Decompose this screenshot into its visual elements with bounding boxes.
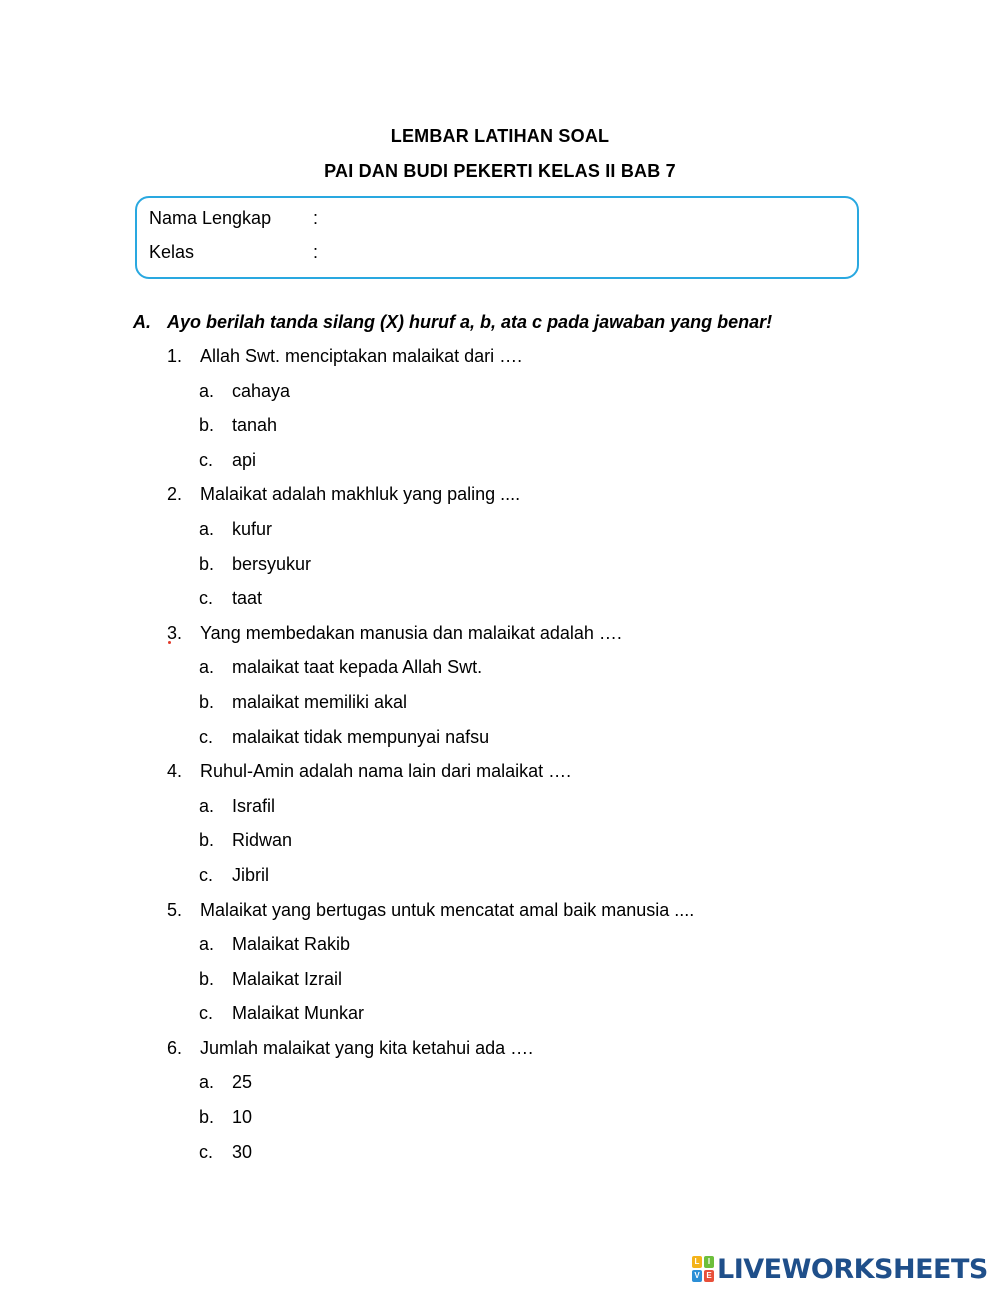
option-letter: b.	[199, 553, 215, 574]
answer-option[interactable]	[0, 587, 1000, 622]
option-letter: c.	[199, 726, 214, 747]
option-text: api	[232, 449, 257, 470]
brand-name: LIVEWORKSHEETS	[717, 1253, 988, 1285]
logo-tile: V	[692, 1270, 702, 1282]
option-text: kufur	[232, 518, 273, 539]
answer-option[interactable]	[0, 726, 1000, 761]
option-letter: a.	[199, 1072, 215, 1093]
option-letter: c.	[199, 588, 214, 609]
answer-option[interactable]	[0, 1141, 1000, 1176]
option-letter: a.	[199, 657, 215, 678]
section-letter: A.	[133, 312, 151, 332]
answer-option[interactable]	[0, 691, 1000, 726]
option-text: 30	[232, 1141, 253, 1162]
option-text: Malaikat Izrail	[232, 968, 343, 989]
answer-option[interactable]	[0, 656, 1000, 691]
question-item	[0, 1037, 1000, 1072]
option-letter: a.	[199, 934, 215, 955]
answer-option[interactable]	[0, 1002, 1000, 1037]
answer-option[interactable]	[0, 449, 1000, 484]
option-text: 25	[232, 1072, 253, 1093]
answer-option[interactable]	[0, 968, 1000, 1003]
option-letter: a.	[199, 518, 215, 539]
answer-option[interactable]	[0, 933, 1000, 968]
logo-tile: E	[704, 1270, 714, 1282]
option-text: malaikat taat kepada Allah Swt.	[232, 657, 483, 678]
option-text: Malaikat Munkar	[232, 1003, 365, 1024]
question-list	[0, 345, 1000, 1175]
name-label: Nama Lengkap	[149, 208, 272, 228]
option-letter: b.	[199, 1107, 215, 1128]
answer-option[interactable]	[0, 864, 1000, 899]
question-item	[0, 483, 1000, 518]
answer-option[interactable]	[0, 518, 1000, 553]
answer-option[interactable]	[0, 1106, 1000, 1141]
option-text: Jibril	[232, 864, 270, 885]
question-text: Malaikat adalah makhluk yang paling ....	[200, 484, 521, 505]
class-label: Kelas	[149, 242, 195, 262]
answer-option[interactable]	[0, 795, 1000, 830]
option-letter: c.	[199, 449, 214, 470]
option-text: Israfil	[232, 795, 276, 816]
option-text: bersyukur	[232, 553, 312, 574]
worksheet-subtitle: PAI DAN BUDI PEKERTI KELAS II BAB 7	[324, 161, 676, 181]
option-text: Ridwan	[232, 830, 293, 851]
answer-option[interactable]	[0, 553, 1000, 588]
student-identity-box	[135, 196, 859, 279]
question-text: Jumlah malaikat yang kita ketahui ada ….	[200, 1037, 534, 1058]
option-text: cahaya	[232, 380, 291, 401]
option-letter: b.	[199, 830, 215, 851]
worksheet-title: LEMBAR LATIHAN SOAL	[390, 126, 610, 146]
question-text: Ruhul-Amin adalah nama lain dari malaikat ….	[200, 761, 572, 782]
option-letter: c.	[199, 1141, 214, 1162]
question-item	[0, 345, 1000, 380]
answer-option[interactable]	[0, 829, 1000, 864]
question-text: Allah Swt. menciptakan malaikat dari ….	[200, 346, 523, 366]
answer-option[interactable]	[0, 380, 1000, 415]
question-number: 1.	[167, 346, 183, 366]
instruction-text: Ayo berilah tanda silang (X) huruf a, b, ata c pada jawaban yang benar!	[167, 312, 773, 332]
option-text: Malaikat Rakib	[232, 934, 351, 955]
name-colon: :	[313, 208, 319, 228]
logo-tile: L	[692, 1256, 702, 1268]
question-number: 6.	[167, 1037, 183, 1058]
liveworksheets-brand	[692, 1254, 988, 1284]
option-letter: c.	[199, 864, 214, 885]
option-text: tanah	[232, 415, 278, 436]
option-letter: a.	[199, 380, 215, 401]
option-text: malaikat tidak mempunyai nafsu	[232, 726, 490, 747]
option-letter: b.	[199, 968, 215, 989]
question-text: Yang membedakan manusia dan malaikat adalah ….	[200, 622, 622, 643]
question-number: 4.	[167, 761, 183, 782]
question-number: 2.	[167, 484, 183, 505]
question-item	[0, 760, 1000, 795]
option-letter: c.	[199, 1003, 214, 1024]
answer-option[interactable]	[0, 414, 1000, 449]
class-colon: :	[313, 242, 319, 262]
question-number: 5.	[167, 899, 183, 920]
question-text: Malaikat yang bertugas untuk mencatat amal baik manusia ....	[200, 899, 695, 920]
option-text: 10	[232, 1107, 253, 1128]
logo-tile: I	[704, 1256, 714, 1268]
option-text: malaikat memiliki akal	[232, 691, 408, 712]
option-letter: b.	[199, 691, 215, 712]
question-number: 3.	[167, 622, 183, 643]
liveworksheets-logo-icon	[692, 1256, 714, 1282]
option-letter: a.	[199, 795, 215, 816]
question-item	[0, 899, 1000, 934]
option-letter: b.	[199, 415, 215, 436]
question-item	[0, 622, 1000, 657]
answer-option[interactable]	[0, 1071, 1000, 1106]
option-text: taat	[232, 588, 263, 609]
